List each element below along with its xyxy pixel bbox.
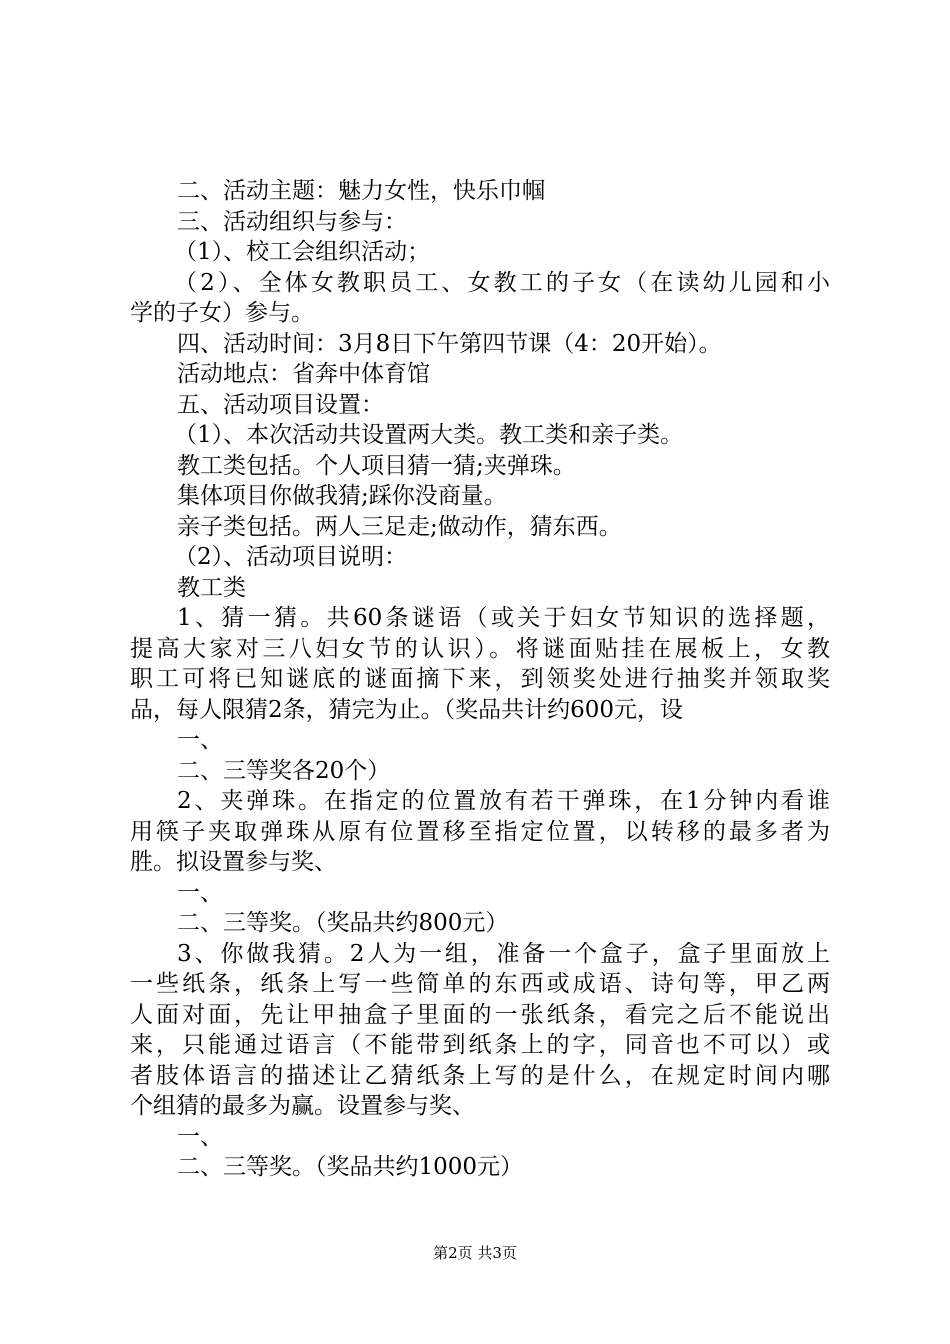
text-line: 教工类 [177, 574, 246, 601]
text-line: 活动地点：省奔中体育馆 [177, 361, 430, 387]
text-line: 一、 [177, 879, 223, 906]
text-line: 人面对面，先让甲抽盒子里面的一张纸条，看完之后不能说出 [130, 1001, 830, 1028]
text-line: 一、 [177, 1123, 223, 1150]
text-line: 集体项目你做我猜;踩你没商量。 [177, 483, 507, 509]
document-body [130, 176, 830, 1183]
page-footer: 第2页 共3页 [433, 1244, 517, 1262]
text-line: 个组猜的最多为赢。设置参与奖、 [130, 1093, 475, 1119]
text-line: 一些纸条，纸条上写一些简单的东西或成语、诗句等，甲乙两 [130, 971, 830, 997]
text-line: 四、活动时间：3月8日下午第四节课（4：20开始）。 [177, 330, 722, 357]
text-line: 二、三等奖。（奖品共约1000元） [177, 1154, 524, 1180]
text-line: 教工类包括。个人项目猜一猜;夹弹珠。 [177, 452, 576, 479]
text-line: 二、三等奖。（奖品共约800元） [177, 910, 509, 936]
text-line: （1）、校工会组织活动； [174, 239, 431, 265]
text-line: 职工可将已知谜底的谜面摘下来，到领奖处进行抽奖并领取奖 [130, 666, 830, 692]
text-line: 二、三等奖各20个） [177, 757, 391, 784]
text-line: 1、猜一猜。共60条谜语（或关于妇女节知识的选择题， [177, 605, 830, 631]
text-line: 者肢体语言的描述让乙猜纸条上写的是什么，在规定时间内哪 [130, 1062, 830, 1089]
text-line: 2、夹弹珠。在指定的位置放有若干弹珠，在1分钟内看谁 [177, 788, 830, 814]
text-line: （2）、全体女教职员工、女教工的子女（在读幼儿园和小 [174, 269, 830, 296]
text-line: 一、 [177, 727, 223, 753]
text-line: 胜。拟设置参与奖、 [130, 849, 337, 875]
text-line: （1）、本次活动共设置两大类。教工类和亲子类。 [174, 422, 684, 448]
text-line: 二、活动主题：魅力女性，快乐巾帼 [177, 178, 545, 204]
text-line: （2）、活动项目说明： [174, 544, 408, 570]
text-line: 用筷子夹取弹珠从原有位置移至指定位置，以转移的最多者为 [130, 818, 830, 845]
text-line: 学的子女）参与。 [130, 300, 314, 326]
text-line: 品，每人限猜2条，猜完为止。（奖品共计约600元，设 [130, 696, 684, 723]
text-line: 五、活动项目设置： [177, 391, 384, 418]
text-line: 提高大家对三八妇女节的认识）。将谜面贴挂在展板上，女教 [130, 635, 830, 662]
text-line: 3、你做我猜。2人为一组，准备一个盒子，盒子里面放上 [177, 940, 830, 967]
text-line: 三、活动组织与参与： [177, 208, 407, 235]
text-line: 来，只能通过语言（不能带到纸条上的字，同音也不可以）或 [130, 1032, 830, 1058]
text-line: 亲子类包括。两人三足走;做动作，猜东西。 [177, 513, 622, 540]
